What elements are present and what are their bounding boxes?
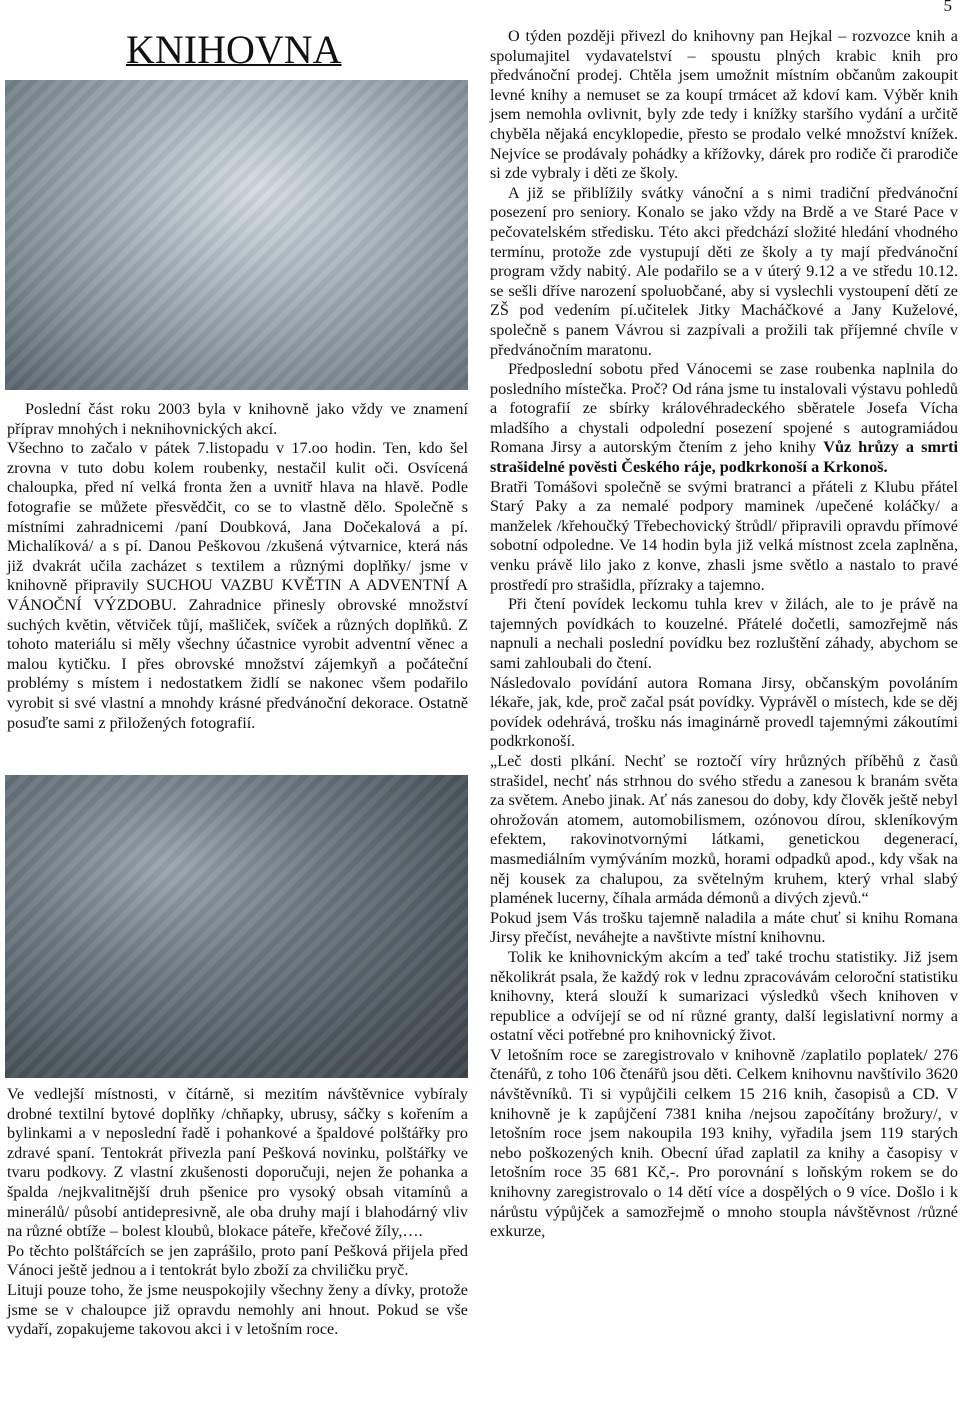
paragraph: „Leč dosti plkání. Nechť se roztočí víry hrůzných příběhů z časů strašidel, nechť nás strhnou do svého středu a zanesou k branám světa za světem. Anebo jinak. Ať nás zanesou do doby, kdy člověk ještě nebyl ohrožován atomem, automobilismem, ozónovou dírou, skleníkovým efektem, rakovinotvornými látkami, genetickou degenerací, masmediálním vymýváním mozků, horami odpadků apod., kdy však na něj kousek za chalupou, za světelným kruhem, který vrhal slabý plamének lucerny, číhala armáda démonů a divých zjevů.“: [490, 751, 958, 908]
paragraph: Následovalo povídání autora Romana Jirsy, občanským povoláním lékaře, jak, kde, proč začal psát povídky. Vyprávěl o místech, kde se děj povídek odehrává, trošku nás imaginárně provedl tajemnými zákoutími podkrkonoší.: [490, 673, 958, 751]
paragraph: Lituji pouze toho, že jsme neuspokojily všechny ženy a dívky, protože jsme se v chaloupce již opravdu nemohly ani hnout. Pokud se vše vydaří, zopakujeme takovou akci i v letošním roce.: [7, 1280, 468, 1339]
paragraph: Po těchto polštářcích se jen zaprášilo, proto paní Pešková přijela před Vánoci ještě jednou a i tentokrát bylo zboží za chviličku pryč.: [7, 1241, 468, 1280]
book-title: Vůz hrůzy a smrti strašidelné pověsti Českého ráje, podkrkonoší a Krkonoš.: [490, 438, 959, 477]
page-title: KNIHOVNA: [126, 27, 342, 72]
left-column-bottom: [7, 1085, 468, 1340]
paragraph: Tolik ke knihovnickým akcím a teď také trochu statistiky. Již jsem několikrát psala, že každý rok v lednu zpracovávám celoroční statistiku knihovny, která slouží k sumarizaci výsledků všech knihoven v republice a odvíjejí se od ní různé granty, další legislativní normy a ostatní věci potřebné pro knihovnický život.: [490, 947, 958, 1045]
paragraph: Pokud jsem Vás trošku tajemně naladila a máte chuť si knihu Romana Jirsy přečíst, neváhejte a navštivte místní knihovnu.: [490, 908, 958, 947]
photo-bottom: [5, 775, 468, 1078]
paragraph: Ve vedlejší místnosti, v čítárně, si mezitím návštěvnice vybíraly drobné textilní bytové doplňky /chňapky, ubrusy, sáčky s kořením a bylinkami a v neposlední řadě i pohankové a špaldové polštářky pro zdravé spaní. Tentokrát přivezla paní Pešková novinku, polštářky ve tvaru podkovy. Z vlastní zkušenosti doporučuji, nejen že pohanka a špalda /nejkvalitnější druh pšenice pro vysoký obsah vitamínů a minerálů/ působí antidepresivně, ale oba druhy mají i blahodárný vliv na různé obtíže – bolest kloubů, blokace páteře, křečové žíly,….: [7, 1085, 468, 1241]
paragraph: A již se přiblížily svátky vánoční a s nimi tradiční předvánoční posezení pro seniory. Konalo se jako vždy na Brdě a ve Staré Pace v pečovatelském středisku. Této akci předchází složité hledání vhodného termínu, protože zde vystupují děti ze školy a ty mají předvánoční program vždy nabitý. Ale podařilo se a v úterý 9.12 a ve středu 10.12. se sešli dříve narození spoluobčané, aby si vyslechli vystoupení dětí ze ZŠ pod vedením pí.učitelek Jitky Macháčkové a Jany Kuželové, společně s panem Vávrou si zazpívali a prožili tak příjemné chvíle v předvánočním maratonu.: [490, 183, 958, 359]
paragraph: V letošním roce se zaregistrovalo v knihovně /zaplatilo poplatek/ 276 čtenářů, z toho 106 čtenářů jsou děti. Celkem knihovnu navštívilo 3620 návštěvníků. Ti si vypůjčili celkem 15 216 knih, časopisů a CD. V knihovně je k zapůjčení 7381 kniha /nejsou započítány brožury/, v letošním roce jsem nakoupila 193 knihy, vyřadila jsem 119 starých nebo poškozených knih. Obecní úřad zaplatil za knihy a časopisy v letošním roce 35 681 Kč,-. Pro porovnání s loňským rokem se do knihovny zaregistrovalo o 14 dětí více a dospělých o 9 více. Došlo i k nárůstu výpůjček a samozřejmě o mnoho stoupla návštěvnost /různé exkurze,: [490, 1045, 958, 1241]
right-column: [490, 27, 958, 1242]
photo-top: [5, 80, 468, 390]
paragraph: Při čtení povídek leckomu tuhla krev v žilách, ale to je právě na tajemných povídkách to kouzelné. Přátelé dočetli, samozřejmě nás napnuli a nechali poslední povídku bez rozluštění záhady, abychom se sami zahloubali do čtení.: [490, 595, 958, 672]
paragraph: Poslední část roku 2003 byla v knihovně jako vždy ve znamení příprav mnohých i neknihovnických akcí.: [7, 400, 468, 438]
page-number: 5: [943, 0, 952, 15]
left-column-top: [7, 400, 468, 733]
paragraph-text: Předposlední sobotu před Vánocemi se zase roubenka naplnila do posledního místečka. Proč? Od rána jsme tu instalovali výstavu pohledů a fotografií ze sbírky královéhradeckého sběratele Josefa Vícha mladšího a chystali odpolední posezení spojené s autogramiádou Romana Jirsy a autorským čtením z jeho knihy: [490, 360, 958, 457]
paragraph: [490, 360, 958, 478]
paragraph: O týden později přivezl do knihovny pan Hejkal – rozvozce knih a spolumajitel vydavatelství – spoustu plných krabic knih pro předvánoční prodej. Chtěla jsem umožnit místním občanům zakoupit levné knihy a nemuset se za koupí trmácet až kdoví kam. Výběr knih jsem nemohla ovlivnit, byly zde tedy i knížky staršího vydání a určitě chyběla nějaká encyklopedie, přesto se prodalo velké množství knížek. Nejvíce se prodávaly pohádky a křížovky, dárek pro rodiče či prarodiče si zde vybraly i děti ze školy.: [490, 27, 958, 183]
paragraph: Bratři Tomášovi společně se svými bratranci a přáteli z Klubu přátel Starý Paky a za nemalé podpory maminek /upečené koláčky/ a manželek /křehoučký Třebechovický štrůdl/ připravili opravdu přímové sobotní odpoledne. Ve 14 hodin byla již velká místnost zcela zaplněna, venku právě lilo jako z konve, zhasli jsme světlo a nastalo to pravé prostředí pro strašidla, přízraky a tajemno.: [490, 477, 958, 594]
paragraph: Všechno to začalo v pátek 7.listopadu v 17.oo hodin. Ten, kdo šel zrovna v tuto dobu kolem roubenky, nestačil kulit oči. Osvícená chaloupka, před ní velká fronta žen a uvnitř hlava na hlavě. Podle fotografie se můžete přesvědčit, co se to vlastně dělo. Společně s místními zahradnicemi /paní Doubková, Jana Dočekalová a pí. Michalíková/ a s pí. Danou Peškovou /zkušená výtvarnice, která nás již dvakrát učila zacházet s textilem a různými doplňky/ jsme v knihovně připravily SUCHOU VAZBU KVĚTIN A ADVENTNÍ A VÁNOČNÍ VÝZDOBU. Zahradnice přinesly obrovské množství suchých květin, větviček tůjí, mašliček, svíček a různých doplňků. Z tohoto materiálu si měly všechny účastnice vyrobit adventní věnec a malou kytičku. I přes obrovské množství zájemkyň a počáteční problémy s místem i nedostatkem židlí se nakonec všem podařilo vyrobit si své vlastní a mnohdy krásné předvánoční dekorace. Ostatně posuďte sami z přiložených fotografií.: [7, 439, 468, 732]
